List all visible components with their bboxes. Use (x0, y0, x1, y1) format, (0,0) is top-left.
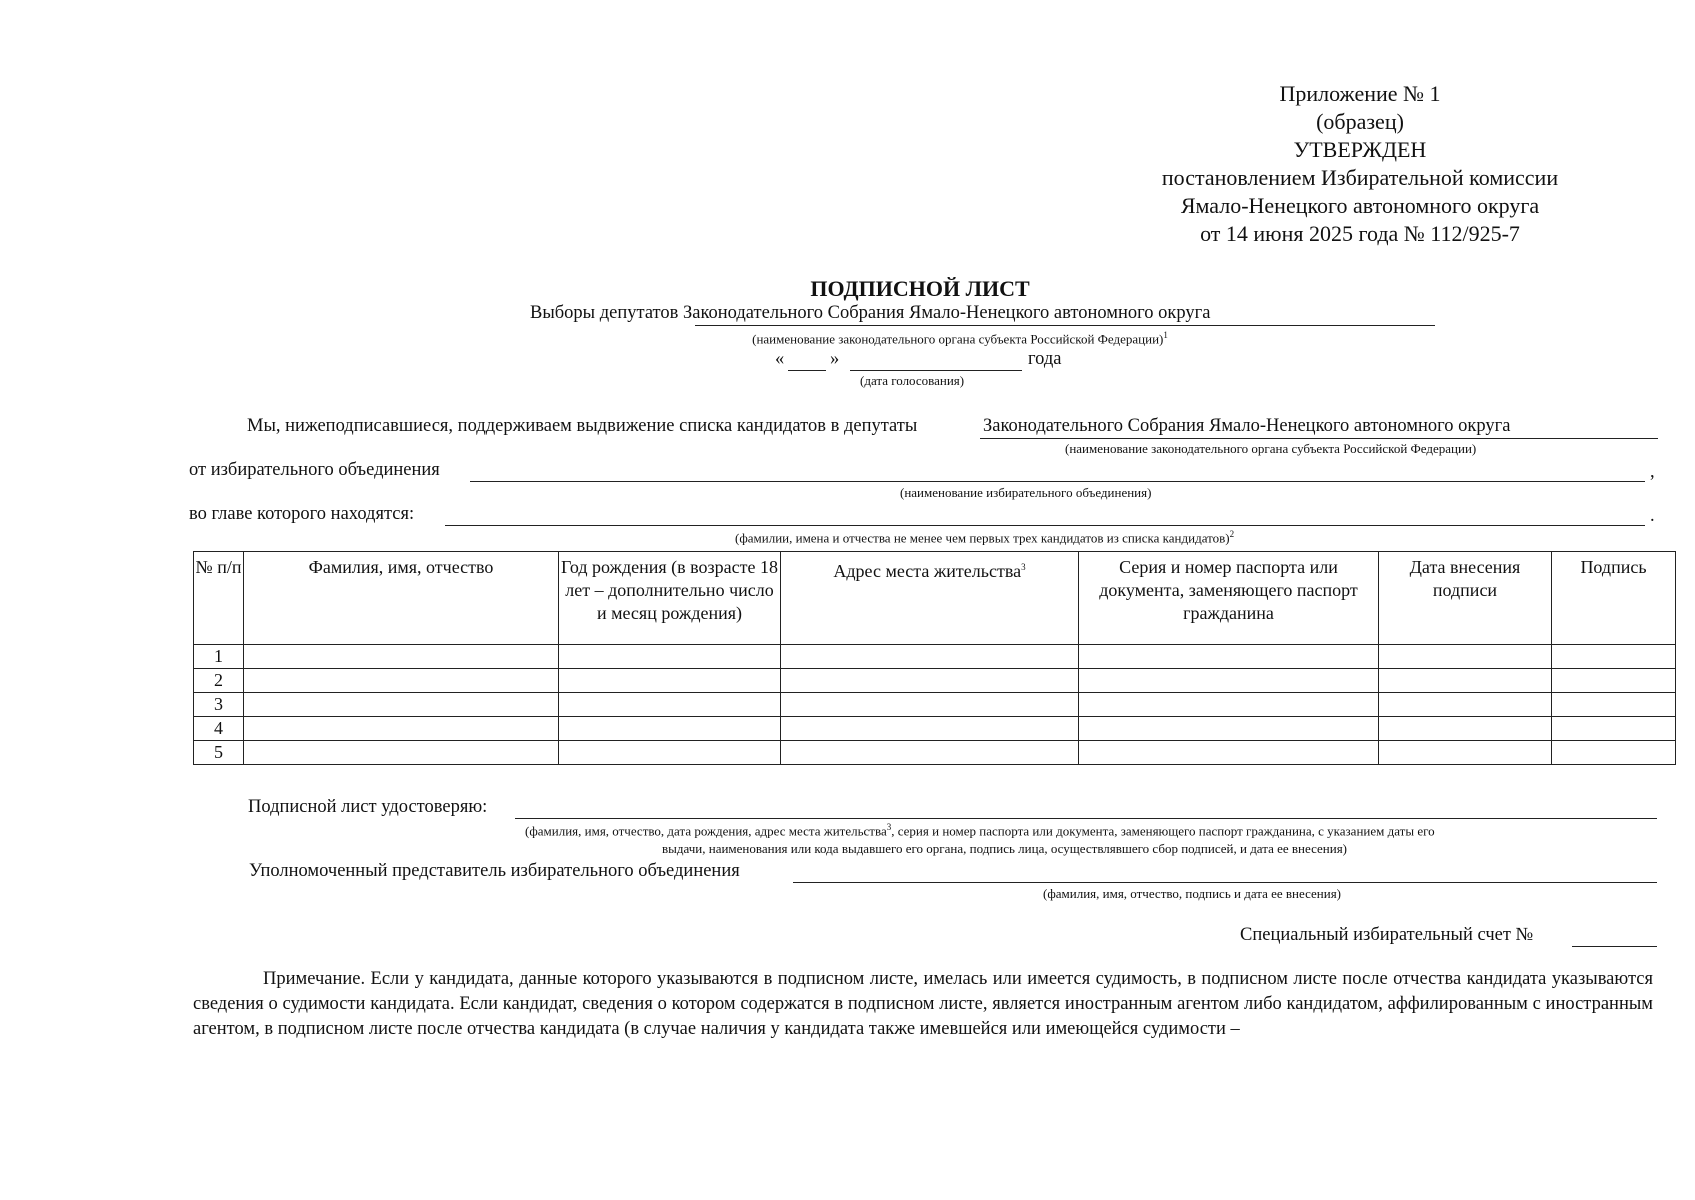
cell-address[interactable] (781, 645, 1079, 669)
cell-birth[interactable] (559, 717, 781, 741)
from-caption: (наименование избирательного объединения) (900, 485, 1152, 500)
statement-intro: Мы, нижеподписавшиеся, поддерживаем выдвижение списка кандидатов в депутаты (247, 416, 918, 436)
cell-signature[interactable] (1552, 741, 1676, 765)
col-name-header: Фамилия, имя, отчество (244, 552, 559, 645)
representative-caption: (фамилия, имя, отчество, подпись и дата ее внесения) (1043, 886, 1342, 901)
row-number: 5 (194, 741, 244, 765)
statement-organ: Законодательного Собрания Ямало-Ненецкого автономного округа (983, 416, 1511, 436)
cell-date[interactable] (1379, 741, 1552, 765)
cell-signature[interactable] (1552, 669, 1676, 693)
cell-birth[interactable] (559, 669, 781, 693)
approval-block (1120, 80, 1600, 248)
elections-caption: (наименование законодательного органа субъекта Российской Федерации)$^1$ (752, 330, 1168, 347)
approved-mark: УТВЕРЖДЕН (1293, 137, 1427, 162)
head-label: во главе которого находятся: (189, 504, 415, 524)
party-name-field[interactable] (470, 481, 1645, 482)
cell-passport[interactable] (1079, 645, 1379, 669)
date-month-year-field[interactable] (850, 370, 1022, 371)
cell-birth[interactable] (559, 693, 781, 717)
signature-table (193, 551, 1676, 765)
date-day-field[interactable] (788, 370, 826, 371)
cell-date[interactable] (1379, 645, 1552, 669)
col-birth-header: Год рождения (в возрасте 18 лет – дополнительно число и месяц рождения) (559, 552, 781, 645)
col-date-header: Дата внесения подписи (1379, 552, 1552, 645)
table-row (194, 741, 1676, 765)
cell-signature[interactable] (1552, 693, 1676, 717)
row-number: 3 (194, 693, 244, 717)
elections-underline (695, 325, 1435, 326)
certify-caption-line2: выдачи, наименования или кода выдавшего его органа, подпись лица, осуществлявшего сбор подписей, и дата ее внесения) (662, 841, 1348, 856)
date-year-word: года (1028, 349, 1062, 369)
row-number: 4 (194, 717, 244, 741)
appendix-number: Приложение № 1 (1279, 81, 1441, 106)
col-number-header: № п/п (194, 552, 244, 645)
cell-passport[interactable] (1079, 717, 1379, 741)
from-comma: , (1650, 462, 1655, 482)
table-row (194, 669, 1676, 693)
cell-name[interactable] (244, 645, 559, 669)
date-close-quote: » (830, 349, 840, 369)
account-label: Специальный избирательный счет № (1240, 925, 1534, 945)
cell-address[interactable] (781, 717, 1079, 741)
certify-label: Подписной лист удостоверяю: (248, 797, 488, 817)
cell-name[interactable] (244, 669, 559, 693)
cell-birth[interactable] (559, 645, 781, 669)
organ-underline (980, 438, 1658, 439)
representative-label: Уполномоченный представитель избирательного объединения (249, 861, 740, 881)
cell-address[interactable] (781, 741, 1079, 765)
cell-date[interactable] (1379, 717, 1552, 741)
sample-mark: (образец) (1316, 109, 1404, 134)
cell-signature[interactable] (1552, 645, 1676, 669)
approval-region: Ямало-Ненецкого автономного округа (1180, 193, 1540, 218)
table-row (194, 645, 1676, 669)
col-address-header: Адрес места жительства$^3$ (781, 552, 1079, 645)
col-passport-header: Серия и номер паспорта или документа, заменяющего паспорт гражданина (1079, 552, 1379, 645)
row-number: 1 (194, 645, 244, 669)
cell-date[interactable] (1379, 693, 1552, 717)
head-caption: (фамилии, имена и отчества не менее чем первых трех кандидатов из списка кандидатов)$^2$ (735, 529, 1235, 546)
organ-caption: (наименование законодательного органа субъекта Российской Федерации) (1065, 441, 1477, 456)
cell-name[interactable] (244, 693, 559, 717)
cell-name[interactable] (244, 741, 559, 765)
from-label: от избирательного объединения (189, 460, 440, 480)
candidates-field[interactable] (445, 525, 1645, 526)
cell-passport[interactable] (1079, 741, 1379, 765)
col-signature-header: Подпись (1552, 552, 1676, 645)
cell-passport[interactable] (1079, 669, 1379, 693)
row-number: 2 (194, 669, 244, 693)
date-caption: (дата голосования) (860, 373, 965, 388)
cell-signature[interactable] (1552, 717, 1676, 741)
date-open-quote: « (775, 349, 785, 369)
head-period: . (1650, 506, 1655, 526)
cell-birth[interactable] (559, 741, 781, 765)
approval-authority: постановлением Избирательной комиссии (1161, 165, 1559, 190)
representative-field[interactable] (793, 882, 1657, 883)
note-text: Примечание. Если у кандидата, данные которого указываются в подписном листе, имелась или имеется судимость, в подписном листе после отчества кандидата указываются сведения о судимости кандидата. Если кандидат, сведения о котором содержатся в подписном листе, является иностранным агентом либо кандидатом, аффилированным с иностранным агентом, в подписном листе после отчества кандидата (в случае наличия у кандидата также имевшейся или имеющейся судимости – (193, 969, 1653, 1039)
cell-date[interactable] (1379, 669, 1552, 693)
cell-address[interactable] (781, 693, 1079, 717)
account-number-field[interactable] (1572, 946, 1657, 947)
certify-field[interactable] (515, 818, 1657, 819)
table-row (194, 717, 1676, 741)
table-row (194, 693, 1676, 717)
certify-caption-line1: (фамилия, имя, отчество, дата рождения, адрес места жительства$^3$, серия и номер паспорта или документа, заменяющего паспорт гражданина, с указанием даты его (525, 822, 1435, 839)
elections-text: Выборы депутатов Законодательного Собрания Ямало-Ненецкого автономного округа (530, 303, 1211, 323)
cell-address[interactable] (781, 669, 1079, 693)
cell-passport[interactable] (1079, 693, 1379, 717)
approval-date: от 14 июня 2025 года № 112/925-7 (1200, 221, 1520, 246)
table-header-row (194, 552, 1676, 645)
page-title: ПОДПИСНОЙ ЛИСТ (810, 276, 1030, 301)
cell-name[interactable] (244, 717, 559, 741)
